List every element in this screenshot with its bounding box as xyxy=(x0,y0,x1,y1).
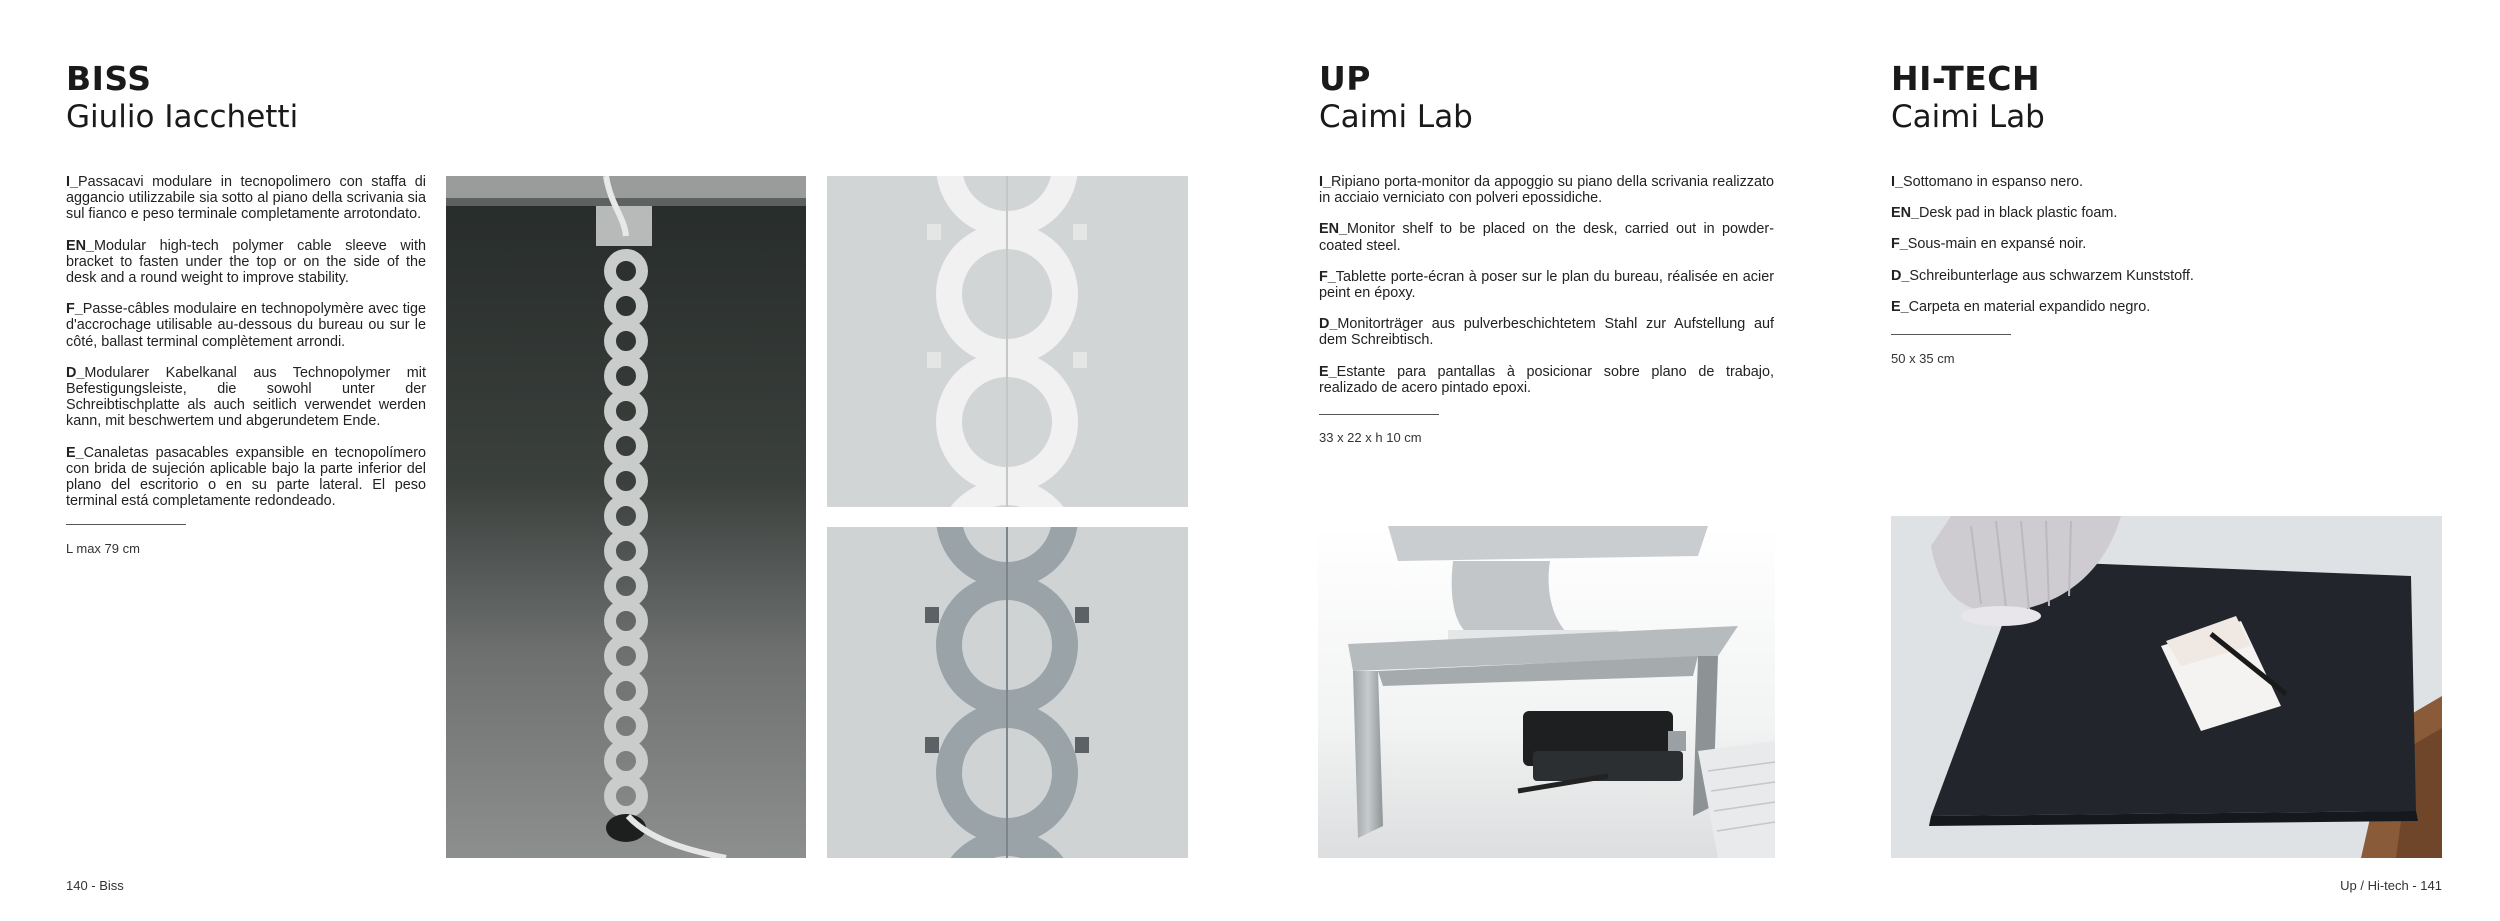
up-desc-de: D_Monitorträger aus pulverbeschichtetem Stahl zur Aufstellung auf dem Schreibtisch. xyxy=(1319,316,1774,349)
hitech-desc-es: E_Carpeta en material expandido negro. xyxy=(1891,298,2151,315)
hitech-description xyxy=(1891,174,2351,330)
up-desc-it: I_Ripiano porta-monitor da appoggio su piano della scrivania realizzato in acciaio verniciato con polveri epossidiche. xyxy=(1319,174,1774,207)
biss-desc-de: D_Modularer Kabelkanal aus Technopolymer mit Befestigungsleiste, die sowohl unter der Schreibtischplatte als auch seitlich verwendet werden kann, mit beschwertem und abgerundetem Ende. xyxy=(66,364,426,430)
biss-desc-en: EN_Modular high-tech polymer cable sleeve with bracket to fasten under the top or on the side of the desk and a round weight to improve stability. xyxy=(66,237,426,287)
biss-divider xyxy=(66,524,186,525)
up-title: UP xyxy=(1319,59,1371,98)
hitech-divider xyxy=(1891,334,2011,335)
up-desc-fr: F_Tablette porte-écran à poser sur le plan du bureau, réalisée en acier peint en époxy. xyxy=(1319,268,1774,302)
hitech-photo xyxy=(1891,516,2442,858)
biss-dimensions: L max 79 cm xyxy=(66,541,140,556)
up-desc-es: E_Estante para pantallas à posicionar sobre plano de trabajo, realizado de acero pintado epoxi. xyxy=(1319,363,1774,396)
hitech-desc-it: I_Sottomano in espanso nero. xyxy=(1891,174,2084,190)
biss-photo-main xyxy=(446,176,806,858)
hitech-desc-de: D_Schreibunterlage aus schwarzem Kunststoff. xyxy=(1891,267,2194,284)
hitech-desc-en: EN_Desk pad in black plastic foam. xyxy=(1891,205,2118,222)
biss-desc-es: E_Canaletas pasacables expansible en tecnopolímero con brida de sujeción aplicable bajo la parte inferior del plano del escritorio o en su parte lateral. El peso terminal está completamente redondeado. xyxy=(66,444,426,510)
biss-description xyxy=(66,174,426,524)
biss-photo-detail-grey xyxy=(827,527,1188,858)
up-description xyxy=(1319,174,1774,411)
up-designer: Caimi Lab xyxy=(1319,99,1473,135)
hitech-designer: Caimi Lab xyxy=(1891,99,2045,135)
hitech-title: HI-TECH xyxy=(1891,59,2041,98)
right-page-folio: Up / Hi-tech - 141 xyxy=(2340,878,2442,893)
biss-photo-detail-white xyxy=(827,176,1188,507)
up-dimensions: 33 x 22 x h 10 cm xyxy=(1319,430,1422,445)
up-desc-en: EN_Monitor shelf to be placed on the desk, carried out in powder-coated steel. xyxy=(1319,221,1774,254)
hitech-desc-fr: F_Sous-main en expansé noir. xyxy=(1891,236,2087,253)
left-page-folio: 140 - Biss xyxy=(66,878,124,893)
biss-designer: Giulio Iacchetti xyxy=(66,99,299,135)
hitech-dimensions: 50 x 35 cm xyxy=(1891,351,1955,366)
biss-title: BISS xyxy=(66,59,152,98)
biss-desc-it: I_Passacavi modulare in tecnopolimero con staffa di aggancio utilizzabile sia sotto al piano della scrivania sia sul fianco e peso terminale completamente arrotondato. xyxy=(66,174,426,223)
up-photo xyxy=(1318,526,1775,858)
biss-desc-fr: F_Passe-câbles modulaire en technopolymère avec tige d'accrochage utilisable au-dessous du bureau ou sur le côté, ballast terminal complètement arrondi. xyxy=(66,301,426,350)
up-divider xyxy=(1319,414,1439,415)
